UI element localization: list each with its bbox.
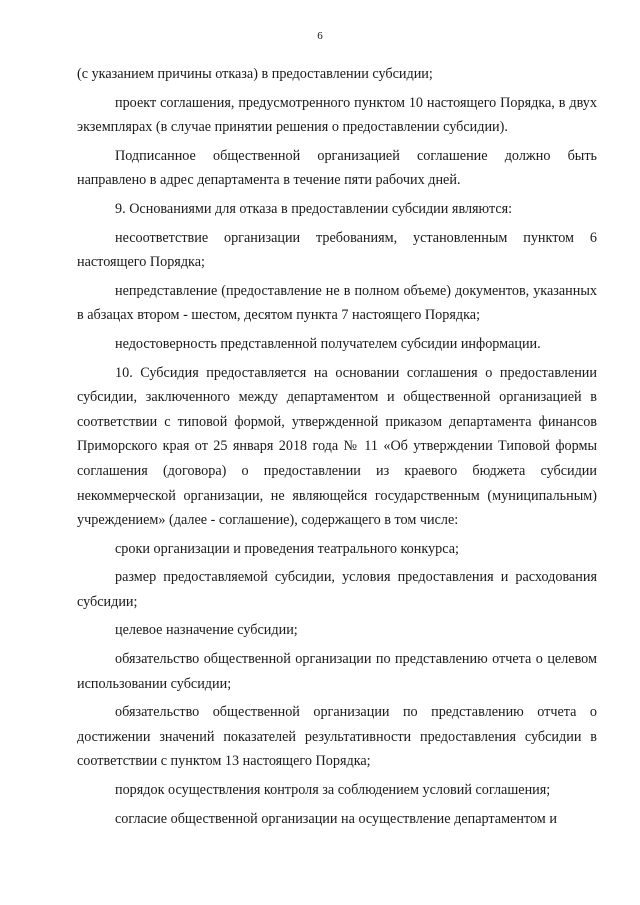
paragraph-ground-unreliable-info: недостоверность представленной получателем субсидии информации. (115, 335, 541, 352)
list-item-consent: согласие общественной организации на осуществление департаментом и (115, 810, 557, 827)
list-item-subsidy-amount: размер предоставляемой субсидии, условия предоставления и расходования субсидии; (77, 569, 597, 610)
list-item-usage-report: обязательство общественной организации по представлению отчета о целевом использовании субсидии; (77, 651, 597, 692)
paragraph-refusal-reason: (с указанием причины отказа) в предоставлении субсидии; (77, 66, 433, 82)
page-body (77, 62, 597, 835)
list-item-performance-report: обязательство общественной организации по представлению отчета о достижении значений показателей результативности предоставления субсидии в соответствии с пунктом 13 настоящего Порядка; (77, 704, 597, 770)
list-item-control-procedure: порядок осуществления контроля за соблюдением условий соглашения; (115, 782, 551, 799)
paragraph-refusal-grounds-heading: 9. Основаниями для отказа в предоставлении субсидии являются: (115, 200, 513, 217)
list-item-purpose: целевое назначение субсидии; (115, 622, 298, 639)
paragraph-subsidy-agreement-basis: 10. Субсидия предоставляется на основании соглашения о предоставлении субсидии, заключенного между департаментом и общественной организацией в соответствии с типовой формой, утвержденной приказом департамента финансов Приморского края от 25 января 2018 года № 11 «Об утверждении Типовой формы соглашения (договора) о предоставлении из краевого бюджета субсидии некоммерческой организации, не являющейся государственным (муниципальным) учреждением» (далее - соглашение), содержащего в том числе: (77, 364, 597, 529)
list-item-contest-terms: сроки организации и проведения театрального конкурса; (115, 540, 459, 557)
page-number: 6 (317, 30, 323, 42)
paragraph-draft-agreement: проект соглашения, предусмотренного пунктом 10 настоящего Порядка, в двух экземплярах (в случае принятии решения о предоставлении субсидии). (77, 94, 597, 136)
paragraph-signed-agreement: Подписанное общественной организацией соглашение должно быть направлено в адрес департамента в течение пяти рабочих дней. (77, 147, 597, 189)
paragraph-ground-nonconformity: несоответствие организации требованиям, установленным пунктом 6 настоящего Порядка; (77, 229, 597, 271)
paragraph-ground-missing-documents: непредставление (предоставление не в полном объеме) документов, указанных в абзацах втором - шестом, десятом пункта 7 настоящего Порядка; (77, 282, 597, 324)
